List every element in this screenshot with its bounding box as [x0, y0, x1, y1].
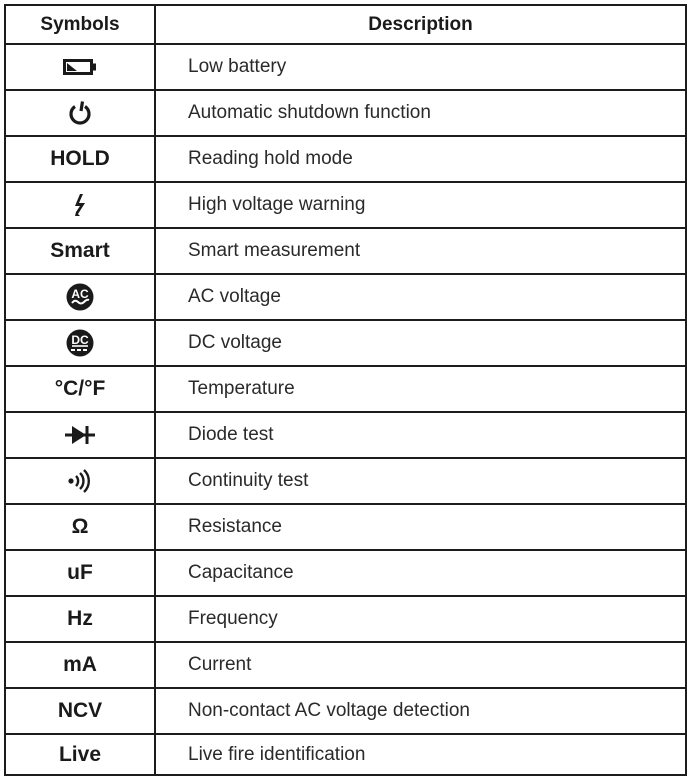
symbol-cell — [5, 44, 155, 90]
symbol-cell — [5, 458, 155, 504]
description-cell: Resistance — [155, 504, 686, 550]
description-cell: High voltage warning — [155, 182, 686, 228]
symbol-ncv: NCV — [5, 688, 155, 734]
table-row — [5, 44, 686, 90]
header-description: Description — [155, 5, 686, 44]
table-row — [5, 550, 686, 596]
symbol-milliamp: mA — [5, 642, 155, 688]
description-cell: DC voltage — [155, 320, 686, 366]
table-row — [5, 688, 686, 734]
description-cell: Diode test — [155, 412, 686, 458]
table-row — [5, 412, 686, 458]
symbol-cell — [5, 412, 155, 458]
symbol-cell — [5, 320, 155, 366]
description-cell: AC voltage — [155, 274, 686, 320]
symbol-microfarad: uF — [5, 550, 155, 596]
table-row — [5, 642, 686, 688]
header-row — [5, 5, 686, 44]
description-cell: Low battery — [155, 44, 686, 90]
table-row — [5, 182, 686, 228]
diode-icon — [64, 425, 96, 445]
svg-text:AC: AC — [71, 287, 89, 301]
symbol-live: Live — [5, 734, 155, 775]
symbol-hertz: Hz — [5, 596, 155, 642]
symbols-table — [4, 4, 687, 776]
symbol-smart: Smart — [5, 228, 155, 274]
symbol-cell — [5, 274, 155, 320]
description-cell: Capacitance — [155, 550, 686, 596]
low-battery-icon — [63, 59, 97, 75]
description-cell: Non-contact AC voltage detection — [155, 688, 686, 734]
description-cell: Automatic shutdown function — [155, 90, 686, 136]
table-row — [5, 596, 686, 642]
description-cell: Live fire identification — [155, 734, 686, 775]
lightning-bolt-icon — [73, 193, 87, 217]
table-row — [5, 734, 686, 775]
table-row — [5, 274, 686, 320]
continuity-icon — [67, 468, 93, 494]
description-cell: Smart measurement — [155, 228, 686, 274]
symbol-hold: HOLD — [5, 136, 155, 182]
table-row — [5, 320, 686, 366]
header-symbols: Symbols — [5, 5, 155, 44]
description-cell: Frequency — [155, 596, 686, 642]
description-cell: Reading hold mode — [155, 136, 686, 182]
symbol-cell — [5, 90, 155, 136]
symbol-ohm: Ω — [5, 504, 155, 550]
power-icon — [68, 100, 92, 126]
dc-voltage-icon — [66, 329, 94, 357]
symbol-temperature: °C/°F — [5, 366, 155, 412]
description-cell: Temperature — [155, 366, 686, 412]
svg-text:DC: DC — [71, 333, 89, 347]
description-cell: Current — [155, 642, 686, 688]
symbol-cell — [5, 182, 155, 228]
table-row — [5, 366, 686, 412]
description-cell: Continuity test — [155, 458, 686, 504]
table-row — [5, 504, 686, 550]
ac-voltage-icon — [66, 283, 94, 311]
table-row — [5, 458, 686, 504]
table-row — [5, 90, 686, 136]
table-row — [5, 228, 686, 274]
table-row — [5, 136, 686, 182]
